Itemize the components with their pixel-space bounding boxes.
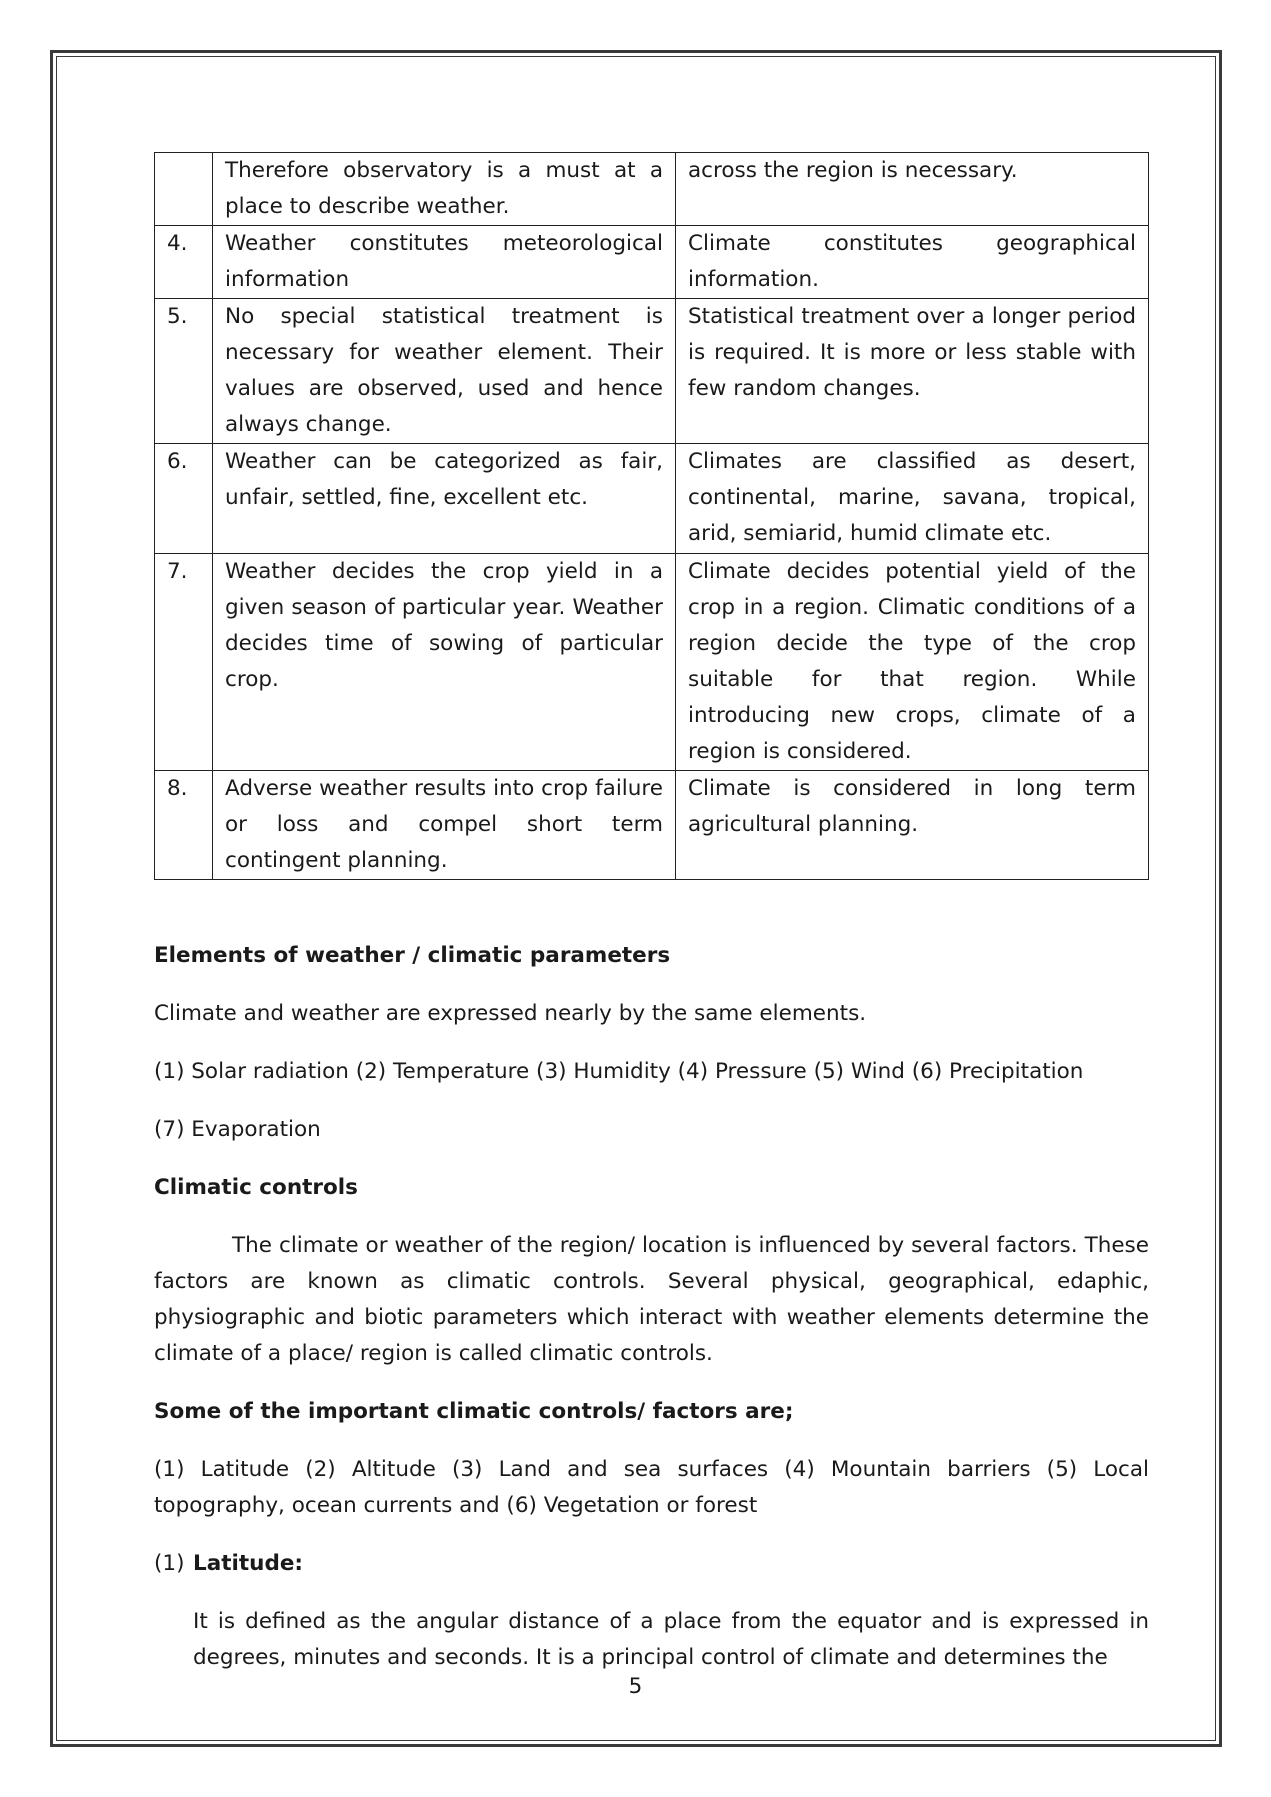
row-number: 4. [155, 226, 213, 299]
weather-cell: Therefore observatory is a must at a place to describe weather. [213, 153, 676, 226]
elements-list-line-2: (7) Evaporation [154, 1117, 321, 1142]
climate-cell: Statistical treatment over a longer period is required. It is more or less stable with few random changes. [676, 299, 1149, 444]
important-controls-heading: Some of the important climatic controls/ factors are; [154, 1399, 794, 1424]
table-row [155, 444, 1149, 554]
row-number: 8. [155, 771, 213, 880]
weather-cell: Weather can be categorized as fair, unfair, settled, fine, excellent etc. [213, 444, 676, 554]
weather-climate-comparison-table [154, 152, 1149, 880]
latitude-paragraph: It is defined as the angular distance of a place from the equator and is expressed in degrees, minutes and seconds. It is a principal control of climate and determines the [193, 1609, 1149, 1670]
row-number: 7. [155, 554, 213, 771]
elements-list-line-1: (1) Solar radiation (2) Temperature (3) Humidity (4) Pressure (5) Wind (6) Precipitation [154, 1059, 1084, 1084]
elements-heading: Elements of weather / climatic parameters [154, 943, 671, 968]
climatic-controls-heading: Climatic controls [154, 1175, 358, 1200]
row-number: 6. [155, 444, 213, 554]
table-row [155, 153, 1149, 226]
page-number: 5 [628, 1674, 643, 1699]
climate-cell: across the region is necessary. [676, 153, 1149, 226]
climate-cell: Climate constitutes geographical information. [676, 226, 1149, 299]
climate-cell: Climate decides potential yield of the crop in a region. Climatic conditions of a region decide the type of the crop suitable for that region. While introducing new crops, climate of a region is considered. [676, 554, 1149, 771]
latitude-number: (1) [154, 1551, 185, 1576]
weather-cell: No special statistical treatment is necessary for weather element. Their values are observed, used and hence always change. [213, 299, 676, 444]
important-controls-list: (1) Latitude (2) Altitude (3) Land and sea surfaces (4) Mountain barriers (5) Local topography, ocean currents and (6) Vegetation or forest [154, 1457, 1149, 1518]
table-row [155, 771, 1149, 880]
table-row [155, 299, 1149, 444]
weather-cell: Adverse weather results into crop failure or loss and compel short term contingent planning. [213, 771, 676, 880]
weather-cell: Weather decides the crop yield in a given season of particular year. Weather decides time of sowing of particular crop. [213, 554, 676, 771]
row-number: 5. [155, 299, 213, 444]
latitude-heading [154, 1546, 1149, 1582]
table-row [155, 226, 1149, 299]
page-content [154, 152, 1149, 1676]
table-row [155, 554, 1149, 771]
latitude-label: Latitude: [193, 1551, 304, 1576]
climate-cell: Climate is considered in long term agricultural planning. [676, 771, 1149, 880]
weather-cell: Weather constitutes meteorological information [213, 226, 676, 299]
elements-intro: Climate and weather are expressed nearly by the same elements. [154, 1001, 867, 1026]
row-number [155, 153, 213, 226]
climate-cell: Climates are classified as desert, continental, marine, savana, tropical, arid, semiarid, humid climate etc. [676, 444, 1149, 554]
climatic-controls-paragraph: The climate or weather of the region/ location is influenced by several factors. These factors are known as climatic controls. Several physical, geographical, edaphic, physiographic and biotic parameters which interact with weather elements determine the climate of a place/ region is called climatic controls. [154, 1233, 1149, 1366]
